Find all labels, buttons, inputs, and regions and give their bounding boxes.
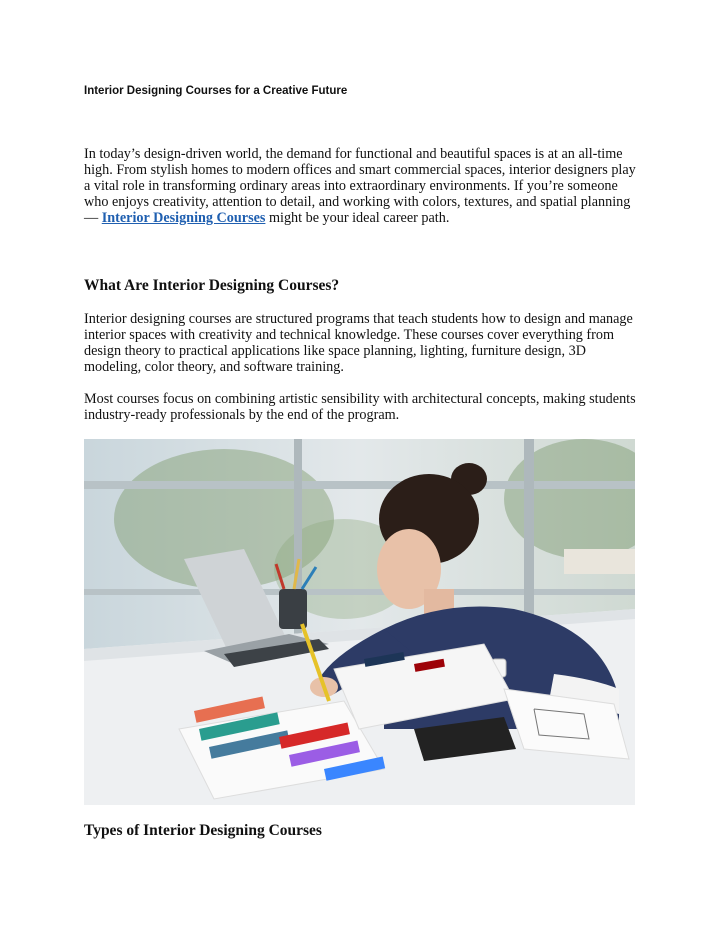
section-heading-types: Types of Interior Designing Courses <box>84 822 322 839</box>
designer-at-desk-photo <box>84 439 635 805</box>
section-paragraph-1: Interior designing courses are structured programs that teach students how to design and manage interior spaces with creativity and technical knowledge. These courses cover everything from design theory to practical applications like space planning, lighting, furniture design, 3D modeling, color theory, and software training. <box>84 311 633 375</box>
document-title: Interior Designing Courses for a Creative Future <box>84 85 348 97</box>
intro-paragraph <box>84 146 640 226</box>
intro-text-before: In today’s design-driven world, the demand for functional and beautiful spaces is at an all-time high. From stylish homes to modern offices and smart commercial spaces, interior designers play a vital role in transforming ordinary areas into extraordinary environments. If you’re someone who enjoys creativity, attention to detail, and working with colors, textures, and spatial planning — <box>84 146 636 226</box>
section-paragraph-2: Most courses focus on combining artistic sensibility with architectural concepts, making students industry-ready professionals by the end of the program. <box>84 391 636 423</box>
interior-courses-link[interactable]: Interior Designing Courses <box>101 210 266 226</box>
section-heading-what-are: What Are Interior Designing Courses? <box>84 277 340 294</box>
intro-text-after: might be your ideal career path. <box>265 210 450 226</box>
